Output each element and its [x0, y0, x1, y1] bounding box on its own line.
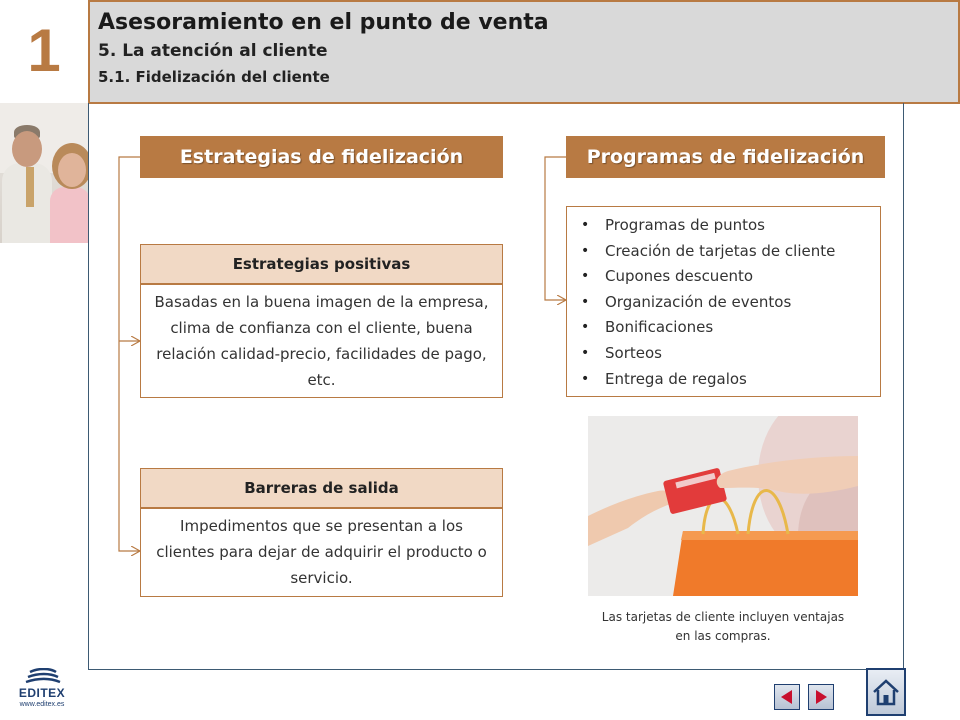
brand-url: www.editex.es: [19, 701, 65, 708]
list-item: • Programas de puntos: [581, 213, 872, 239]
next-button[interactable]: [808, 684, 834, 710]
customer-card-photo: [588, 416, 858, 596]
programs-list: [566, 206, 881, 397]
list-item: • Sorteos: [581, 341, 872, 367]
section-title: 5. La atención al cliente: [98, 41, 328, 61]
list-item: • Cupones descuento: [581, 264, 872, 290]
list-item: • Creación de tarjetas de cliente: [581, 239, 872, 265]
triangle-right-icon: [812, 688, 830, 706]
editex-logo: [10, 668, 74, 714]
chapter-number: 1: [27, 16, 61, 84]
prev-button[interactable]: [774, 684, 800, 710]
programs-heading: Programas de fidelización: [566, 136, 885, 178]
house-icon: [871, 677, 901, 707]
list-item: • Organización de eventos: [581, 290, 872, 316]
subsection-title: 5.1. Fidelización del cliente: [98, 68, 330, 86]
exit-barriers-label: Barreras de salida: [140, 468, 503, 508]
editex-logo-icon: [10, 668, 74, 688]
exit-barriers-text: Impedimentos que se presentan a los clientes para dejar de adquirir el producto o servicio.: [140, 508, 503, 597]
positive-strategies-text: Basadas en la buena imagen de la empresa, clima de confianza con el cliente, buena relación calidad-precio, facilidades de pago, etc.: [140, 284, 503, 398]
home-button[interactable]: [866, 668, 906, 716]
strategies-heading: Estrategias de fidelización: [140, 136, 503, 178]
triangle-left-icon: [778, 688, 796, 706]
brand-name: EDITEX: [18, 686, 66, 700]
slide-title: Asesoramiento en el punto de venta: [98, 10, 549, 35]
positive-strategies-label: Estrategias positivas: [140, 244, 503, 284]
list-item: • Entrega de regalos: [581, 367, 872, 393]
list-item: • Bonificaciones: [581, 315, 872, 341]
photo-caption: Las tarjetas de cliente incluyen ventajas en las compras.: [601, 610, 845, 643]
